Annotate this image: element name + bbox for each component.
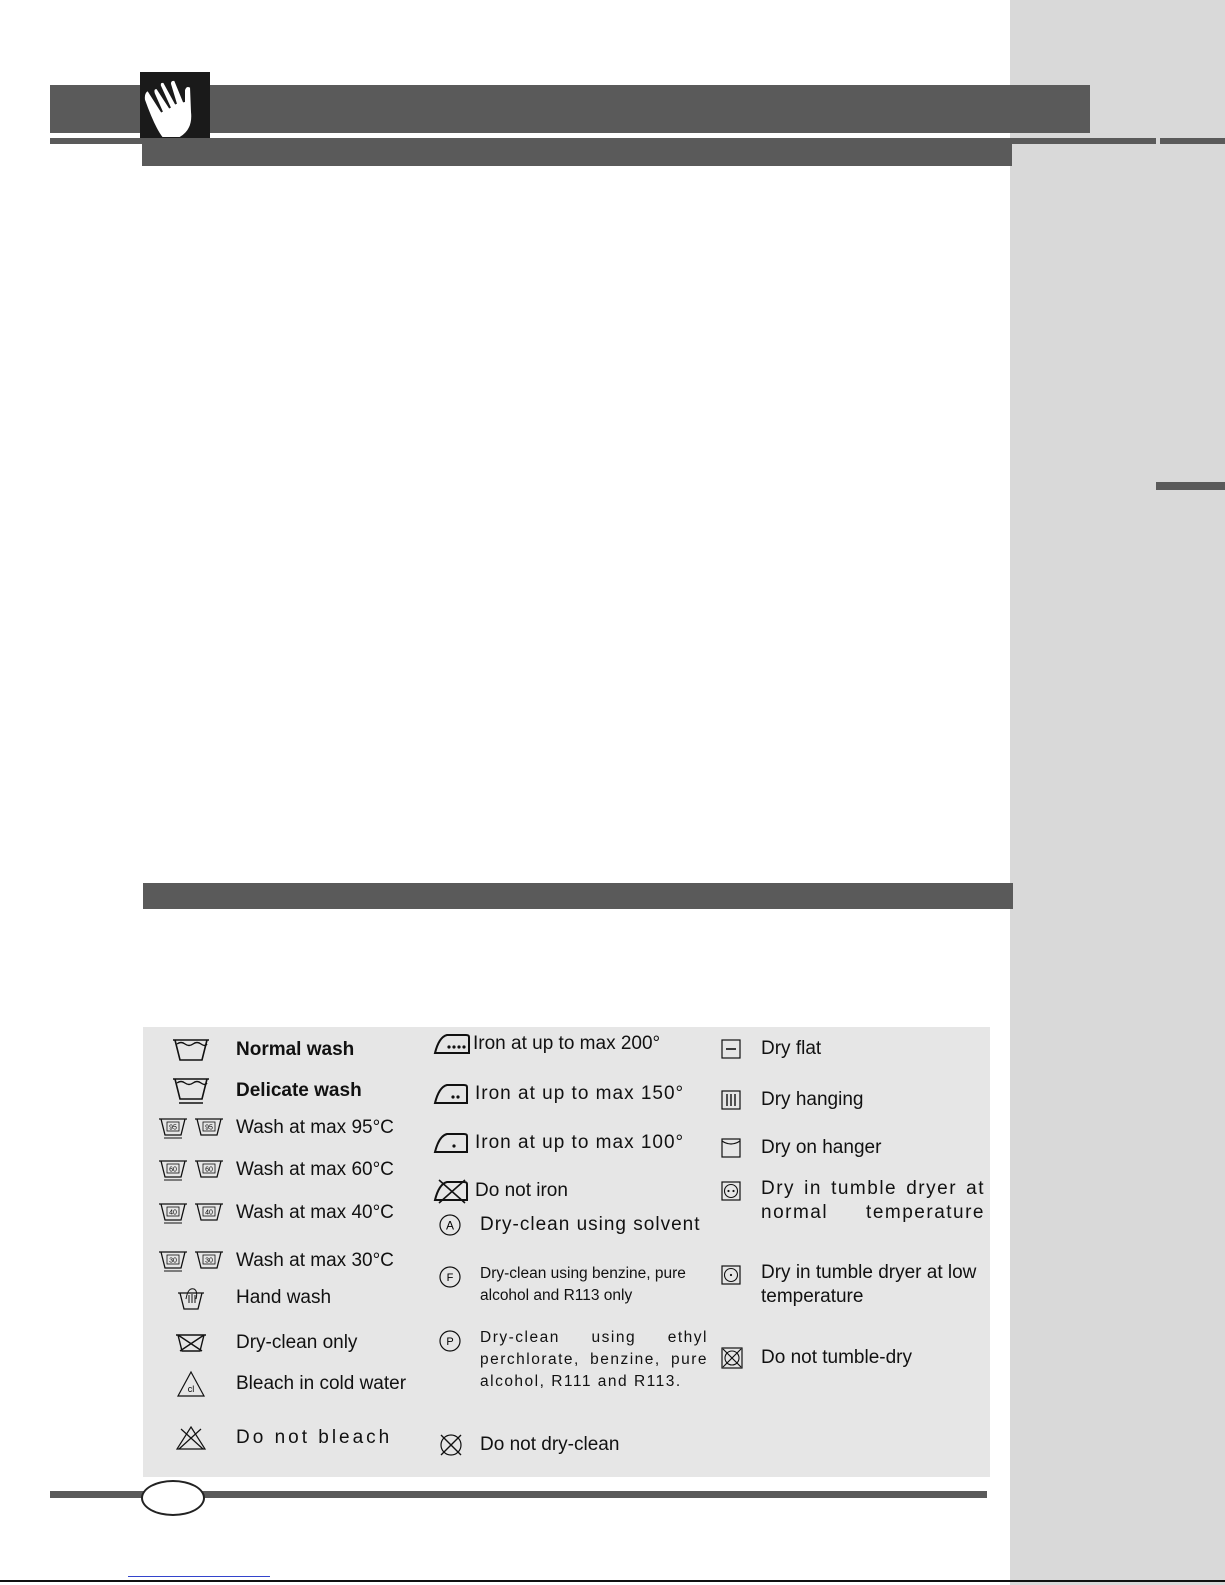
wash-60-icon (158, 1159, 188, 1181)
tumble-normal-icon (721, 1181, 741, 1201)
do-not-bleach-icon (175, 1425, 207, 1451)
dry-clean-p-icon (438, 1329, 462, 1353)
page-number-oval (141, 1480, 205, 1516)
svg-text:60: 60 (169, 1166, 177, 1174)
iron-200-icon (433, 1033, 471, 1055)
dry-on-hanger-icon (721, 1138, 741, 1158)
symbol-label: Hand wash (236, 1287, 332, 1308)
delicate-wash-icon (171, 1076, 211, 1106)
svg-text:cl: cl (187, 1384, 195, 1394)
bleach-cold-icon (176, 1370, 206, 1398)
symbol-row (721, 1177, 985, 1225)
symbol-label: Dry-clean only (236, 1332, 358, 1353)
svg-text:30: 30 (169, 1257, 177, 1265)
dry-clean-a-icon (438, 1213, 462, 1237)
symbol-row (433, 1178, 568, 1204)
dry-flat-icon (721, 1039, 741, 1059)
symbol-label: Dry on hanger (761, 1137, 882, 1158)
symbol-row (146, 1116, 394, 1140)
symbol-label: Normal wash (236, 1039, 355, 1060)
wash-95-icon (158, 1117, 188, 1139)
svg-text:F: F (446, 1272, 454, 1284)
care-symbols-panel (143, 1027, 990, 1477)
header-rule-side (1160, 138, 1225, 144)
wash-95-icon (194, 1117, 224, 1139)
symbol-row (433, 1082, 684, 1106)
symbol-label: Wash at max 30°C (236, 1250, 394, 1271)
symbol-row (721, 1346, 912, 1370)
symbol-label: Iron at up to max 150° (475, 1083, 685, 1104)
symbol-row (146, 1158, 394, 1182)
hand-icon (140, 72, 210, 138)
symbol-label: Dry in tumble dryer at normal temperature (761, 1178, 985, 1223)
symbol-label: Wash at max 40°C (236, 1202, 394, 1223)
symbol-row (438, 1213, 700, 1237)
symbol-label: Dry-clean using solvent (480, 1214, 701, 1235)
symbol-row (721, 1088, 863, 1112)
dry-clean-f-icon (438, 1265, 462, 1289)
wash-40-icon (158, 1202, 188, 1224)
symbol-label: Iron at up to max 200° (473, 1033, 661, 1054)
symbol-row (438, 1263, 710, 1307)
tumble-low-icon (721, 1265, 741, 1285)
symbol-label: Do not tumble-dry (761, 1347, 913, 1368)
do-not-tumble-icon (721, 1347, 743, 1369)
side-tab-marker (1156, 482, 1225, 490)
svg-text:40: 40 (205, 1209, 213, 1217)
dry-clean-only-icon (174, 1332, 208, 1354)
svg-text:60: 60 (205, 1166, 213, 1174)
footer-baseline (0, 1580, 1225, 1582)
symbol-row (146, 1370, 406, 1398)
svg-text:30: 30 (205, 1257, 213, 1265)
iron-100-icon (433, 1132, 469, 1154)
section-bar-middle (143, 883, 1013, 909)
wash-60-icon (194, 1159, 224, 1181)
symbol-label: Do not dry-clean (480, 1434, 620, 1455)
do-not-dry-clean-icon (438, 1432, 464, 1458)
symbol-row (433, 1131, 684, 1155)
svg-text:40: 40 (169, 1209, 177, 1217)
header-rule-side (1012, 138, 1156, 144)
do-not-iron-icon (433, 1178, 469, 1204)
wash-30-icon (158, 1250, 188, 1272)
dry-hanging-icon (721, 1090, 741, 1110)
symbol-row (146, 1076, 362, 1106)
symbol-row (146, 1285, 331, 1311)
symbol-row (721, 1136, 881, 1160)
symbol-row (146, 1425, 392, 1451)
symbol-row (438, 1327, 708, 1393)
symbol-row (146, 1331, 357, 1355)
symbol-label: Dry-clean using ethyl perchlorate, benzine, pure alcohol, R111 and R113. (480, 1329, 708, 1390)
svg-text:95: 95 (169, 1124, 177, 1132)
symbol-label: Iron at up to max 100° (475, 1132, 685, 1153)
symbol-row (721, 1261, 989, 1309)
svg-text:95: 95 (205, 1124, 213, 1132)
symbol-label: Dry-clean using benzine, pure alcohol and R113 only (480, 1265, 686, 1304)
symbol-label: Wash at max 95°C (236, 1117, 394, 1138)
symbol-label: Bleach in cold water (236, 1373, 407, 1394)
symbol-label: Delicate wash (236, 1080, 362, 1101)
symbol-row (146, 1201, 394, 1225)
svg-text:P: P (446, 1336, 454, 1348)
symbol-label: Dry flat (761, 1038, 822, 1059)
svg-text:A: A (445, 1218, 455, 1233)
symbol-label: Do not iron (475, 1180, 568, 1201)
symbol-row (438, 1432, 619, 1458)
symbol-row (721, 1037, 821, 1061)
symbol-label: Dry hanging (761, 1089, 864, 1110)
wash-40-icon (194, 1202, 224, 1224)
symbol-row (146, 1037, 354, 1063)
footer-link-underline (128, 1576, 270, 1577)
symbol-label: Wash at max 60°C (236, 1159, 394, 1180)
hand-wash-icon (176, 1285, 206, 1311)
symbol-label: Do not bleach (236, 1427, 393, 1448)
side-panel (1010, 0, 1225, 1585)
wash-30-icon (194, 1250, 224, 1272)
section-bar-top (142, 144, 1012, 166)
symbol-label: Dry in tumble dryer at low temperature (761, 1262, 977, 1307)
symbol-row (146, 1249, 394, 1273)
wash-tub-icon (171, 1037, 211, 1063)
iron-150-icon (433, 1083, 469, 1105)
symbol-row (433, 1032, 660, 1056)
